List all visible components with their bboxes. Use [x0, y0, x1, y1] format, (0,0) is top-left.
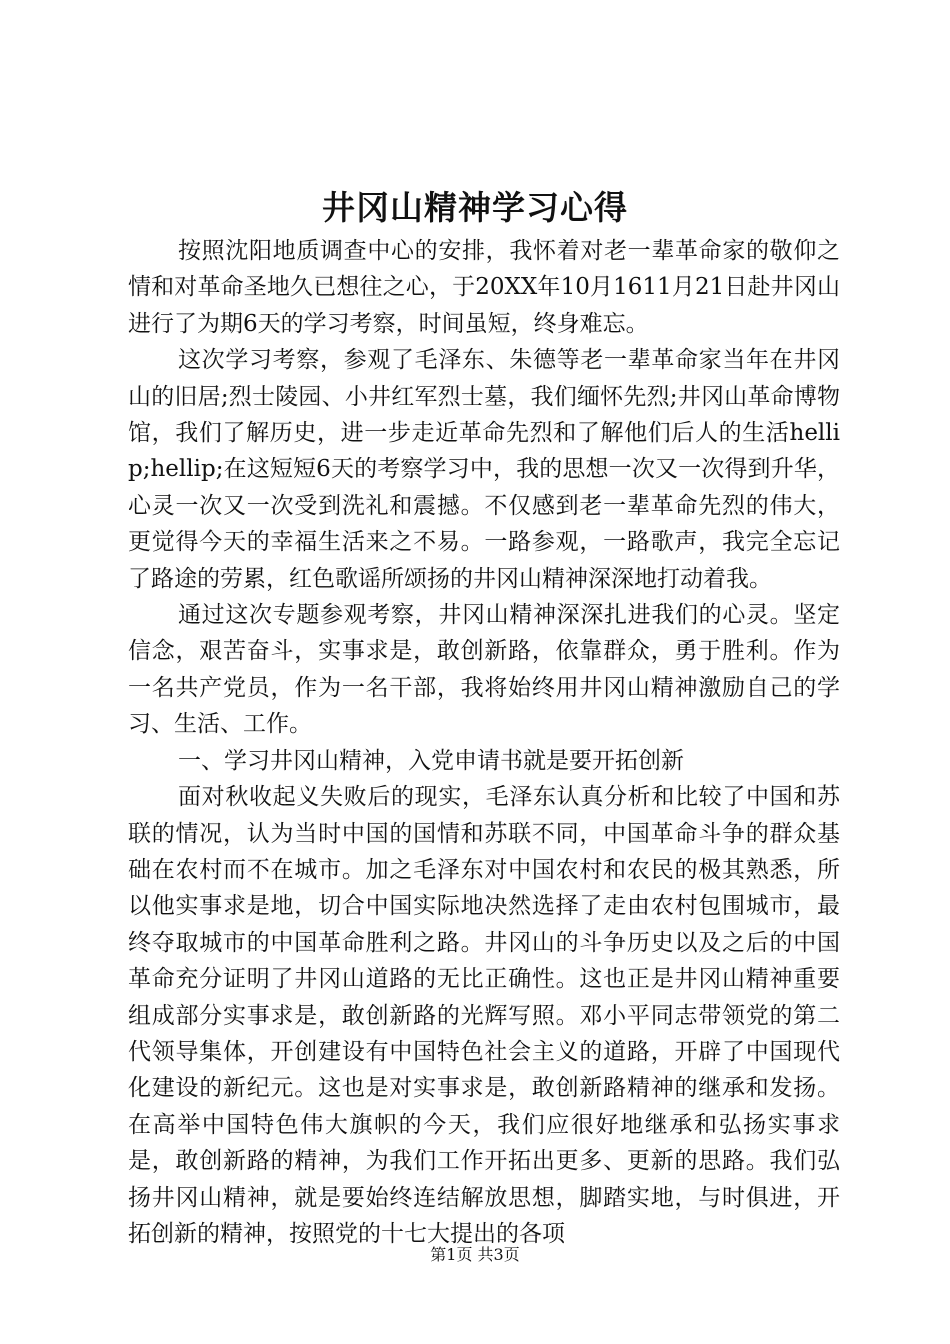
- paragraph-section-body: 面对秋收起义失败后的现实，毛泽东认真分析和比较了中国和苏联的情况，认为当时中国的国情和苏联不同，中国革命斗争的群众基础在农村而不在城市。加之毛泽东对中国农村和农民的极其熟悉，所以他实事求是地，切合中国实际地决然选择了走由农村包围城市，最终夺取城市的中国革命胜利之路。井冈山的斗争历史以及之后的中国革命充分证明了井冈山道路的无比正确性。这也正是井冈山精神重要组成部分实事求是，敢创新路的光辉写照。邓小平同志带领党的第二代领导集体，开创建设有中国特色社会主义的道路，开辟了中国现代化建设的新纪元。这也是对实事求是，敢创新路精神的继承和发扬。在高举中国特色伟大旗帜的今天，我们应很好地继承和弘扬实事求是，敢创新路的精神，为我们工作开拓出更多、更新的思路。我们弘扬井冈山精神，就是要始终连结解放思想，脚踏实地，与时俱进，开拓创新的精神，按照党的十七大提出的各项: [128, 784, 840, 1247]
- paragraph-visit: 这次学习考察，参观了毛泽东、朱德等老一辈革命家当年在井冈山的旧居;烈士陵园、小井红军烈士墓，我们缅怀先烈;井冈山革命博物馆，我们了解历史，进一步走近革命先烈和了解他们后人的生活hellip;hellip;在这短短6天的考察学习中，我的思想一次又一次得到升华，心灵一次又一次受到洗礼和震撼。不仅感到老一辈革命先烈的伟大，更觉得今天的幸福生活来之不易。一路参观，一路歌声，我完全忘记了路途的劳累，红色歌谣所颂扬的井冈山精神深深地打动着我。: [128, 347, 840, 592]
- paragraph-reflection: 通过这次专题参观考察，井冈山精神深深扎进我们的心灵。坚定信念，艰苦奋斗，实事求是，敢创新路，依靠群众，勇于胜利。作为一名共产党员，作为一名干部，我将始终用井冈山精神激励自己的学习、生活、工作。: [128, 602, 840, 738]
- page-footer: 第1页 共3页: [430, 1245, 520, 1264]
- document-title: 井冈山精神学习心得: [322, 188, 628, 227]
- document-body: [128, 233, 840, 1252]
- section-heading: 一、学习井冈山精神，入党申请书就是要开拓创新: [178, 747, 684, 774]
- paragraph-intro: 按照沈阳地质调查中心的安排，我怀着对老一辈革命家的敬仰之情和对革命圣地久已想往之心，于20XX年10月1611月21日赴井冈山进行了为期6天的学习考察，时间虽短，终身难忘。: [128, 238, 840, 337]
